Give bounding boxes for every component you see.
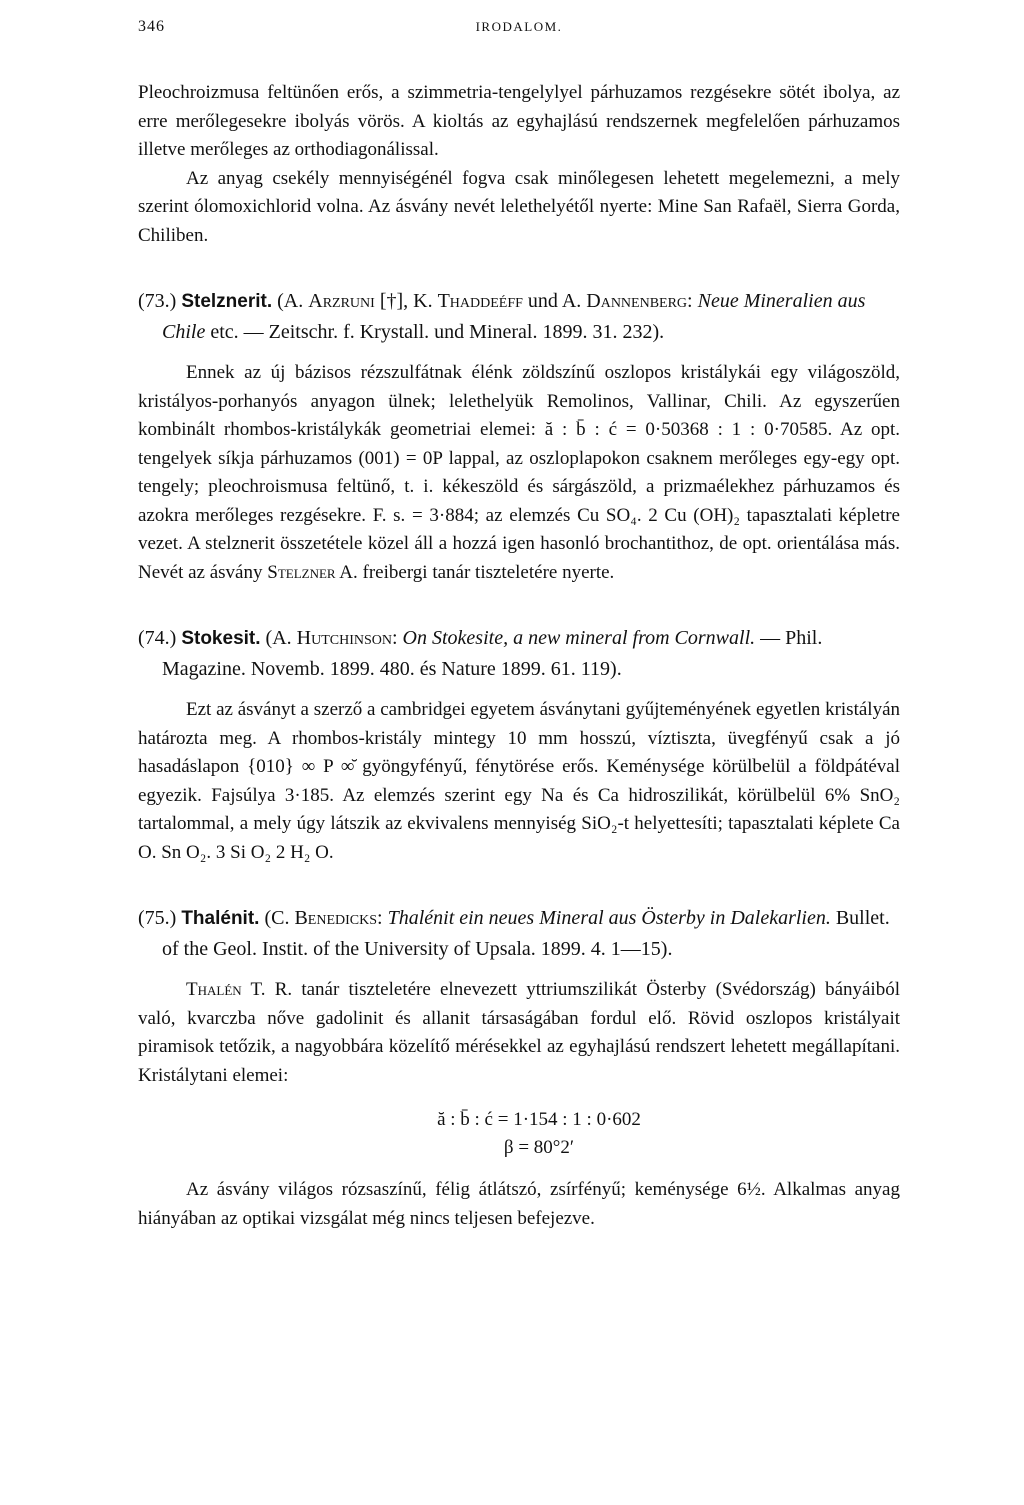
person-name: Stelzner — [267, 561, 336, 583]
article-title: Neue Mineralien aus Chile — [162, 290, 866, 343]
citation-tail: Bullet. of the Geol. Instit. of the University of Upsala. 1899. 4. 1—15). — [162, 907, 890, 960]
entry-number: (73.) — [138, 290, 177, 312]
article-title: On Stokesite, a new mineral from Cornwall. — [402, 627, 756, 649]
paragraph-analysis: Az anyag csekély mennyiségénél fogva csak minőlegesen lehetett megelemezni, a mely szerint ólomoxichlorid volna. Az ásvány nevét lelethelyétől nyerte: Mine San Rafaël, Sierra Gorda, Chiliben. — [138, 167, 900, 246]
citation-tail: — Phil. Magazine. Novemb. 1899. 480. és Nature 1899. 61. 119). — [162, 627, 823, 680]
entry-heading-stokesit — [138, 623, 900, 684]
citation-text: [†], K. — [379, 290, 433, 312]
citation-colon: : — [377, 907, 383, 929]
body-text: A. freibergi tanár tiszteletére nyerte. — [339, 561, 615, 583]
citation-tail: etc. — Zeitschr. f. Krystall. und Mineral. 1899. 31. 232). — [210, 321, 665, 343]
author-name: Benedicks — [294, 907, 378, 929]
entry-number: (75.) — [138, 907, 177, 929]
entry-heading-stelznerit — [138, 286, 900, 347]
running-header — [138, 18, 900, 42]
paragraph-pleochroism: Pleochroizmusa feltünően erős, a szimmetria-tengelylyel párhuzamos rezgésekre sötét ibolya, az erre merőlegesekre ibolyás vörös. A kioltás az egyhajlású rendszernek megfelelően párhuzamos illetve merőleges az orthodiagonálissal. — [138, 82, 900, 160]
author-name: Hutchinson — [296, 627, 392, 649]
page-number: 346 — [138, 18, 165, 35]
mineral-name: Thalénit. — [181, 908, 260, 929]
crystal-axes-formula: ă : b̄ : ć = 1·154 : 1 : 0·602 — [437, 1109, 641, 1130]
entry-heading-thalenit — [138, 903, 900, 964]
mineral-name: Stokesit. — [181, 628, 261, 649]
entry-body-thalenit — [138, 976, 900, 1090]
citation-open: (A. — [277, 290, 304, 312]
mineral-name: Stelznerit. — [181, 291, 273, 312]
entry-closing-thalenit: Az ásvány világos rózsaszínű, félig átlátszó, zsírfényű; keménysége 6½. Alkalmas anyag hiányában az optikai vizsgálat még nincs teljesen befejezve. — [138, 1179, 900, 1229]
citation-colon: : — [391, 627, 398, 649]
citation-open: (A. — [265, 627, 292, 649]
author-name: Dannenberg — [586, 290, 688, 312]
citation-open: (C. — [264, 907, 290, 929]
article-title: Thalénit ein neues Mineral aus Österby in Dalekarlien. — [387, 907, 831, 929]
entry-body-stokesit: Ezt az ásványt a szerző a cambridgei egyetem ásványtani gyűjteményének egyetlen kristályán határozta meg. A rhombos-kristály mintegy 10 mm hosszú, víztiszta, üvegfényű csak a jó hasadáslapon {010} ∞ P ∞̆ gyöngyfényű, fénytörése erős. Keménysége körülbelül a földpátéval egyezik. Fajsúlya 3·185. Az elemzés szerint egy Na és Ca hidroszilikát, körülbelül 6% SnO₂ tartalommal, a mely úgy látszik az ekvivalens mennyiség SiO₂-t helyettesíti; tapasztalati képlete Ca O. Sn O₂. 3 Si O₂ 2 H₂ O. — [138, 699, 900, 863]
person-name: Thalén — [186, 979, 242, 1000]
entry-body-stelznerit — [138, 359, 900, 587]
beta-angle-formula: β = 80°2′ — [503, 1137, 575, 1158]
citation-text: und A. — [527, 290, 582, 312]
citation-colon: : — [687, 290, 693, 312]
running-title: IRODALOM. — [475, 19, 563, 34]
body-text: T. R. tanár tiszteletére elnevezett yttriumszilikát Österby (Svédország) bányáiból való, kvarczba nőve gadolinit és allanit társaságában fordul elő. Rövid oszlopos kristályait piramisok tetőzik, a nagyobbára közelítő mérésekkel az egyhajlású rendszert lehetett megállapítani. Kristálytani elemei: — [138, 979, 900, 1086]
entry-number: (74.) — [138, 627, 177, 649]
document-page — [138, 18, 900, 1488]
author-name: Arzruni — [308, 290, 375, 312]
author-name: Thaddeéff — [437, 290, 523, 312]
body-text: Ennek az új bázisos rézszulfátnak élénk zöldszínű oszlopos kristálykái egy világoszöld, kristályos-porhanyós anyagon ülnek; lelethelyük Remolinos, Vallinar, Chili. Az egyszerűen kombinált rhombos-kristálykák geometriai elemei: ă : b̄ : ć = 0·50368 : 1 : 0·70585. Az opt. tengelyek síkja párhuzamos (001) = 0P lappal, az oszloplapokon csaknem merőleges egy-egy opt. tengely; pleochroismusa feltünő, t. i. kékeszöld és sárgászöld, a prizmaélekhez párhuzamos és azokra merőleges rezgésekre. F. s. = 3·884; az elemzés Cu SO₄. 2 Cu (OH)₂ tapasztalati képletre vezet. A stelznerit összetétele közel áll a hozzá igen hasonló brochantithoz, de opt. orientálása más. Nevét az ásvány — [138, 362, 900, 583]
